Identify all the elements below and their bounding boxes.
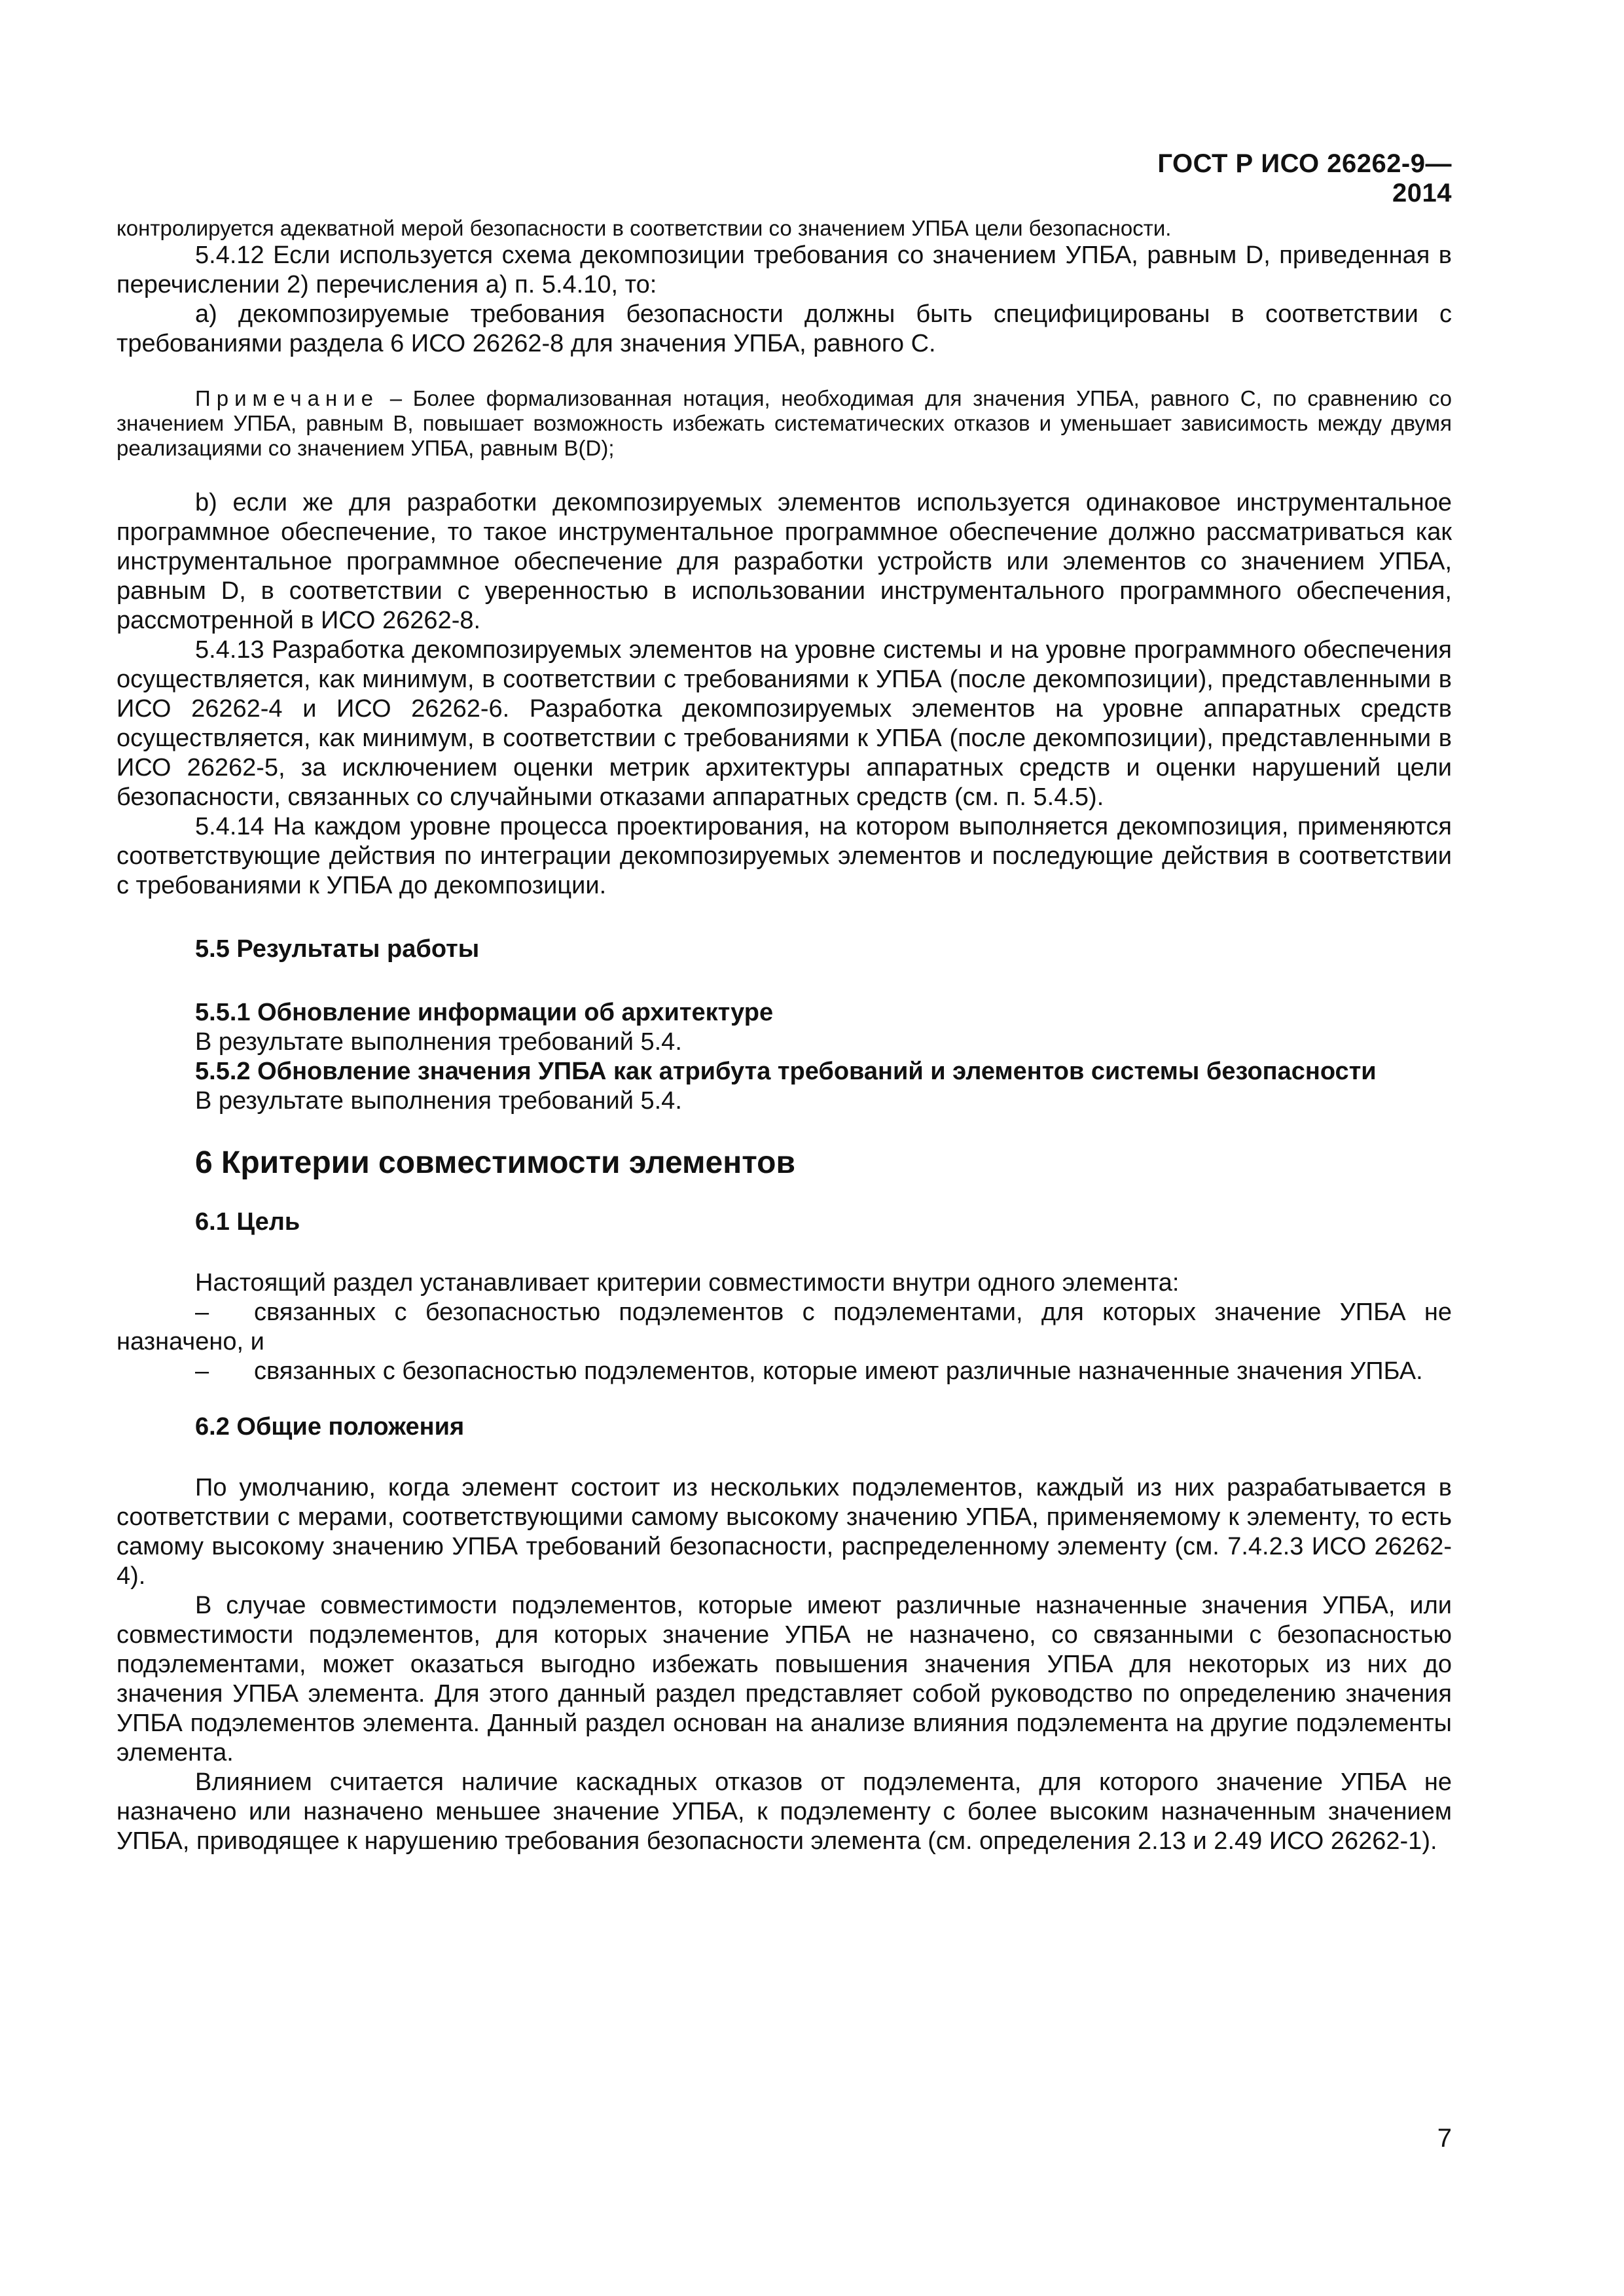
- paragraph-5-4-14: 5.4.14 На каждом уровне процесса проектирования, на котором выполняется декомпозиция, применяются соответствующие действия по интеграции декомпозируемых элементов и последующие действия в соответствии с требованиями к УПБА до декомпозиции.: [117, 813, 1452, 899]
- heading-5-5: 5.5 Результаты работы: [195, 935, 480, 963]
- paragraph-item-b: b) если же для разработки декомпозируемых элементов используется одинаковое инструментальное программное обеспечение, то такое инструментальное программное обеспечение должно рассматриваться как инструментальное программное обеспечение для разработки устройств или элементов со значением УПБА, равным D, в соответствии с уверенностью в использовании инструментального программного обеспечения, рассмотренной в ИСО 26262-8.: [117, 489, 1452, 634]
- document-code-header: ГОСТ Р ИСО 26262-9—2014: [1157, 149, 1452, 207]
- paragraph-5-5-2-text: В результате выполнения требований 5.4.: [195, 1087, 682, 1115]
- heading-5-5-1: 5.5.1 Обновление информации об архитектуре: [195, 999, 774, 1026]
- paragraph-6-2-default: По умолчанию, когда элемент состоит из нескольких подэлементов, каждый из них разрабатывается в соответствии с мерами, соответствующими самому высокому значению УПБА, применяемому к элементу, то есть самому высокому значению УПБА требований безопасности, распределенному элементу (см. 7.4.2.3 ИСО 26262-4).: [117, 1474, 1452, 1590]
- page-number: 7: [1437, 2124, 1452, 2153]
- list-dash: –: [195, 1299, 209, 1326]
- paragraph-5-4-12: 5.4.12 Если используется схема декомпозиции требования со значением УПБА, равным D, приведенная в перечислении 2) перечисления а) п. 5.4.10, то:: [117, 242, 1452, 298]
- list-item: [117, 1357, 1452, 1386]
- note-block: [117, 386, 1452, 461]
- document-body: [117, 216, 1452, 1856]
- heading-5-5-2: 5.5.2 Обновление значения УПБА как атрибута требований и элементов системы безопасности: [195, 1058, 1377, 1085]
- list-item-text: связанных с безопасностью подэлементов с подэлементами, для которых значение УПБА не назначено, и: [117, 1299, 1452, 1355]
- paragraph-5-4-13: 5.4.13 Разработка декомпозируемых элементов на уровне системы и на уровне программного обеспечения осуществляется, как минимум, в соответствии с требованиями к УПБА (после декомпозиции), представленными в ИСО 26262-4 и ИСО 26262-6. Разработка декомпозируемых элементов на уровне аппаратных средств осуществляется, как минимум, в соответствии с требованиями к УПБА (после декомпозиции), представленными в ИСО 26262-5, за исключением оценки метрик архитектуры аппаратных средств и оценки нарушений цели безопасности, связанных со случайными отказами аппаратных средств (см. п. 5.4.5).: [117, 636, 1452, 811]
- list-dash: –: [195, 1357, 209, 1385]
- paragraph-item-a: а) декомпозируемые требования безопасности должны быть специфицированы в соответствии с требованиями раздела 6 ИСО 26262-8 для значения УПБА, равного С.: [117, 300, 1452, 357]
- note-label: Примечание: [195, 386, 380, 410]
- heading-6-1: 6.1 Цель: [195, 1208, 300, 1236]
- paragraph-5-5-1-text: В результате выполнения требований 5.4.: [195, 1028, 682, 1056]
- heading-6-2: 6.2 Общие положения: [195, 1413, 465, 1441]
- heading-section-6: 6 Критерии совместимости элементов: [195, 1145, 795, 1180]
- paragraph-continuation: контролируется адекватной мерой безопасности в соответствии со значением УПБА цели безопасности.: [117, 216, 1172, 240]
- paragraph-6-2-compat: В случае совместимости подэлементов, которые имеют различные назначенные значения УПБА, или совместимости подэлементов, для которых значение УПБА не назначено, со связанными с безопасностью подэлементами, может оказаться выгодно избежать повышения значения УПБА для некоторых из них до значения УПБА элемента. Для этого данный раздел представляет собой руководство по определению значения УПБА подэлементов элемента. Данный раздел основан на анализе влияния подэлемента на другие подэлементы элемента.: [117, 1592, 1452, 1767]
- paragraph-6-1-intro: Настоящий раздел устанавливает критерии совместимости внутри одного элемента:: [195, 1269, 1180, 1297]
- list-item-text: связанных с безопасностью подэлементов, которые имеют различные назначенные значения УПБА.: [254, 1357, 1423, 1385]
- note-text: – Более формализованная нотация, необходимая для значения УПБА, равного С, по сравнению со значением УПБА, равным В, повышает возможность избежать систематических отказов и уменьшает зависимость между двумя реализациями со значением УПБА, равным В(D);: [117, 386, 1452, 460]
- paragraph-6-2-influence: Влиянием считается наличие каскадных отказов от подэлемента, для которого значение УПБА не назначено или назначено меньшее значение УПБА, к подэлементу с более высоким назначенным значением УПБА, приводящее к нарушению требования безопасности элемента (см. определения 2.13 и 2.49 ИСО 26262-1).: [117, 1768, 1452, 1855]
- list-item: [117, 1298, 1452, 1357]
